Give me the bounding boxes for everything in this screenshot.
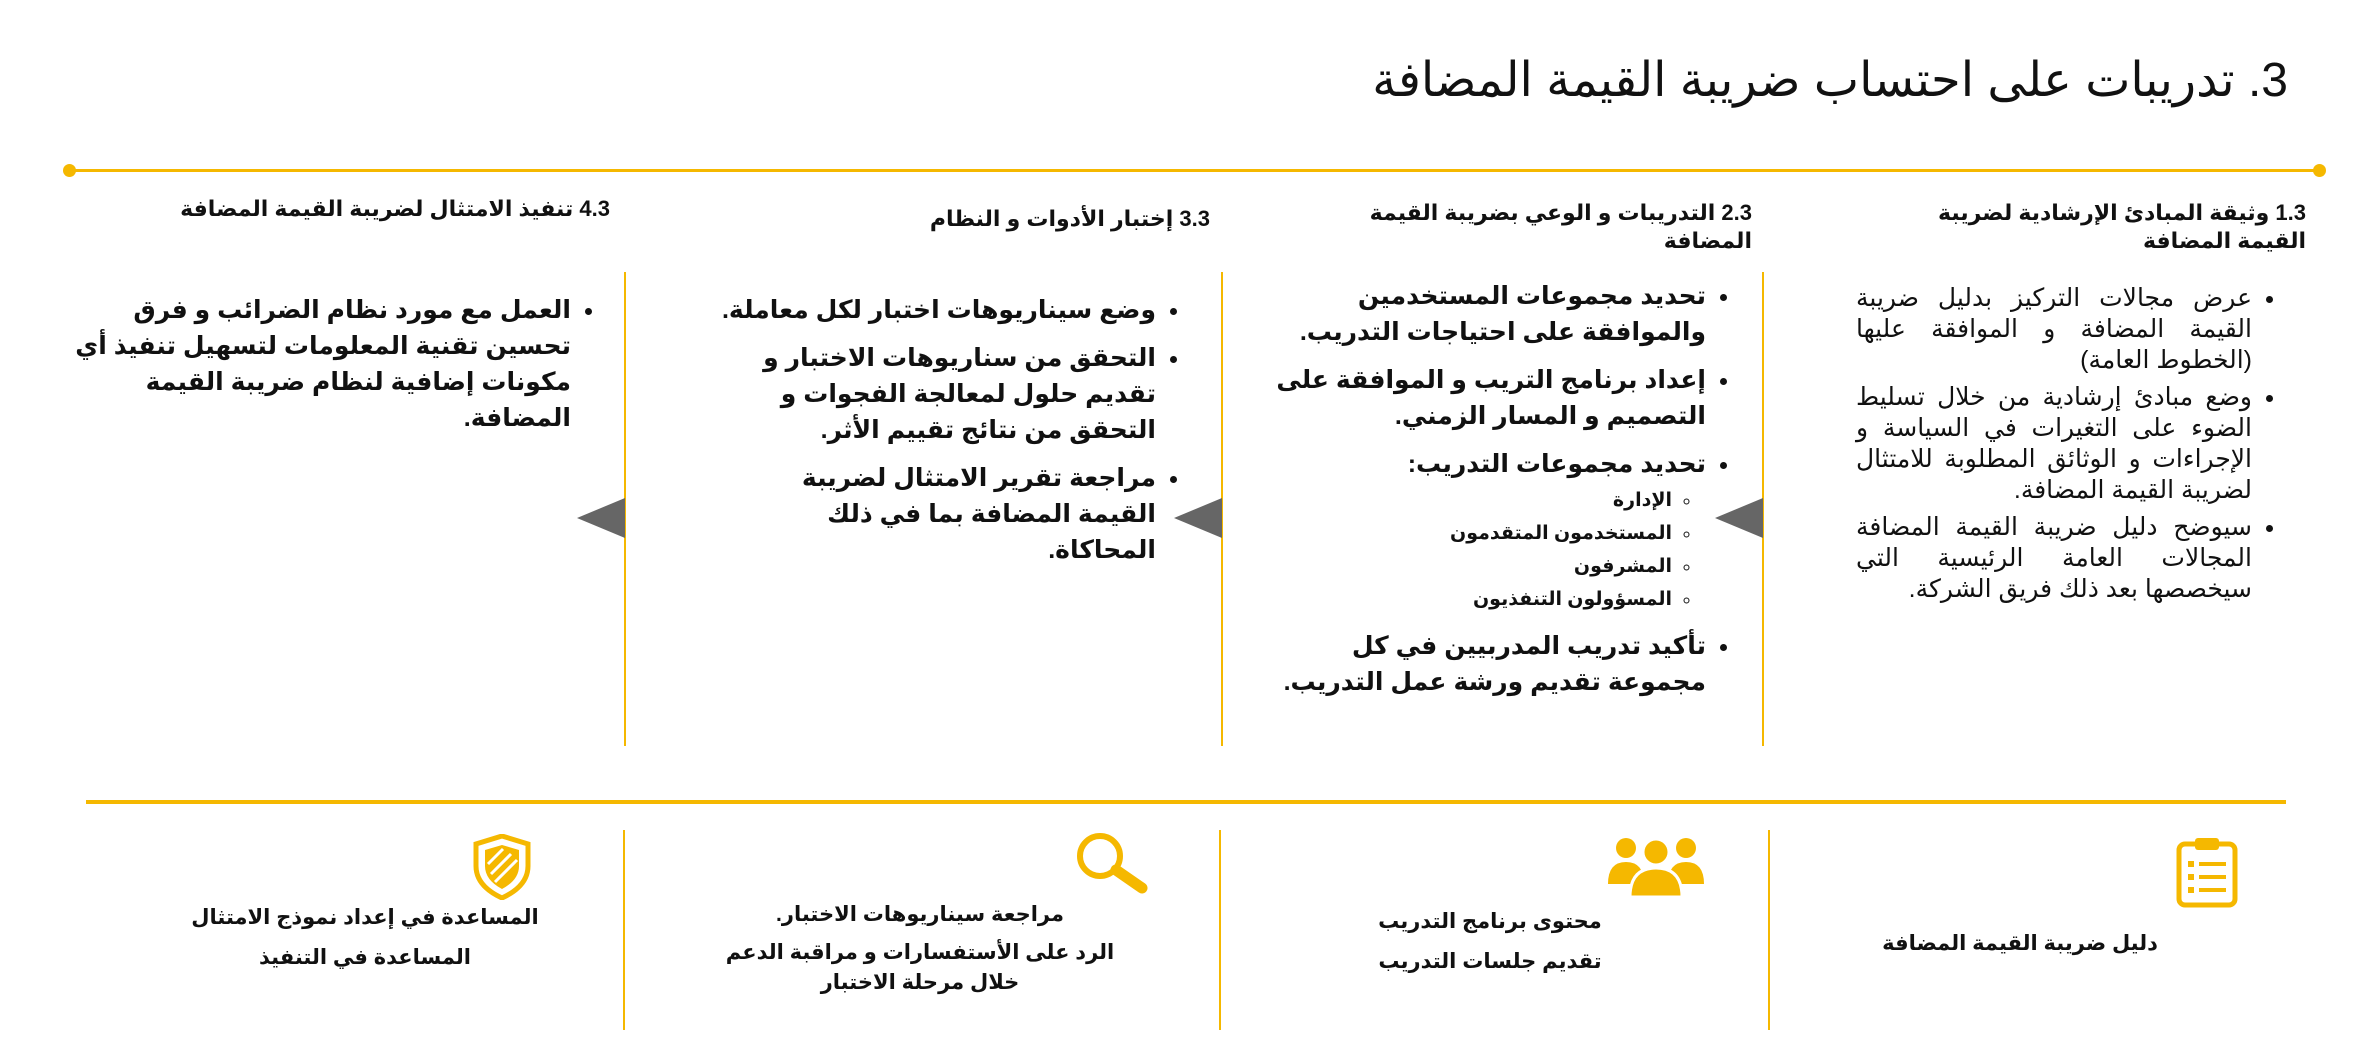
deliverable-caption-1 — [1800, 929, 2240, 959]
column-2-heading: 2.3 التدريبات و الوعي بضريبة القيمة المضافة — [1369, 200, 1752, 253]
list-item: • العمل مع مورد نظام الضرائب و فرق تحسين تقنية المعلومات لتسهيل تنفيذ أي مكونات إضافية لنظام ضريبة القيمة المضافة. — [55, 292, 571, 436]
column-divider — [1219, 830, 1221, 1030]
flow-arrow-left-icon — [1174, 498, 1222, 538]
caption-line: تقديم جلسات التدريب — [1378, 950, 1602, 973]
list-item-label: تحديد مجموعات التدريب: — [1407, 450, 1706, 478]
list-item: • وضع مبادئ إرشادية من خلال تسليط الضوء على التغيرات في السياسة و الإجراءات و الوثائق المطلوبة للامتثال لضريبة القيمة المضافة. — [1856, 382, 2252, 506]
column-4-heading: 4.3 تنفيذ الامتثال لضريبة القيمة المضافة — [180, 196, 610, 221]
caption-line: مراجعة سيناريوهات الاختبار. — [776, 903, 1064, 926]
list-item — [1270, 446, 1706, 616]
column-3-heading: 3.3 إختبار الأدوات و النظام — [929, 206, 1210, 231]
page-title: 3. تدريبات على احتساب ضريبة القيمة المضافة — [1372, 54, 2288, 107]
clipboard-list-icon — [2176, 836, 2238, 908]
deliverable-caption-4 — [120, 903, 610, 973]
column-1-heading: 1.3 وثيقة المبادئ الإرشادية لضريبة القيمة المضافة — [1938, 200, 2306, 253]
people-group-icon — [1606, 834, 1706, 898]
column-divider — [1768, 830, 1770, 1030]
column-3-body — [720, 292, 1180, 580]
sub-list-item: ◦ المسؤولون التنفذيون — [1270, 583, 1672, 616]
sub-list-item: ◦ المستخدمون المتقدمون — [1270, 517, 1672, 550]
list-item: • تأكيد تدريب المدربيين في كل مجموعة تقديم ورشة عمل التدريب. — [1270, 628, 1706, 700]
caption-line: الرد على الأستفسارات و مراقبة الدعم — [725, 941, 1115, 964]
caption-line: محتوى برنامج التدريب — [1378, 910, 1602, 933]
caption-line: المساعدة في التنفيذ — [259, 946, 471, 969]
flow-arrow-left-icon — [577, 498, 625, 538]
magnifier-icon — [1072, 832, 1152, 896]
timeline-dot-right — [2313, 164, 2326, 177]
list-item: • إعداد برنامج التريب و الموافقة على التصميم و المسار الزمني. — [1270, 362, 1706, 434]
section-separator — [86, 800, 2286, 804]
sub-list-item: ◦ المشرفون — [1270, 550, 1672, 583]
timeline-line — [69, 169, 2319, 172]
list-item: • التحقق من سناريوهات الاختبار و تقديم حلول لمعالجة الفجوات و التحقق من نتائج تقييم الأثر. — [720, 340, 1156, 448]
list-item: • وضع سيناريوهات اختبار لكل معاملة. — [720, 292, 1156, 328]
deliverable-caption-2 — [1240, 907, 1740, 977]
list-item: • تحديد مجموعات المستخدمين والموافقة على احتياجات التدريب. — [1270, 278, 1706, 350]
column-1-body — [1856, 283, 2276, 611]
column-4-body — [55, 292, 595, 448]
shield-icon — [473, 834, 531, 900]
caption-line: دليل ضريبة القيمة المضافة — [1882, 932, 2158, 955]
caption-line: خلال مرحلة الاختبار — [820, 971, 1020, 994]
list-item: • سيوضح دليل ضريبة القيمة المضافة المجالات العامة الرئيسية التي سيخصصها بعد ذلك فريق الشركة. — [1856, 512, 2252, 605]
deliverable-caption-3 — [660, 900, 1180, 998]
sub-list-item: ◦ الإدارة — [1270, 484, 1672, 517]
caption-line: المساعدة في إعداد نموذج الامتثال — [191, 906, 539, 929]
column-2-body — [1270, 278, 1730, 712]
list-item: • عرض مجالات التركيز بدليل ضريبة القيمة المضافة و الموافقة عليها (الخطوط العامة) — [1856, 283, 2252, 376]
list-item: • مراجعة تقرير الامتثال لضريبة القيمة المضافة بما في ذلك المحاكاة. — [720, 460, 1156, 568]
training-groups-list — [1270, 484, 1706, 616]
column-divider — [623, 830, 625, 1030]
